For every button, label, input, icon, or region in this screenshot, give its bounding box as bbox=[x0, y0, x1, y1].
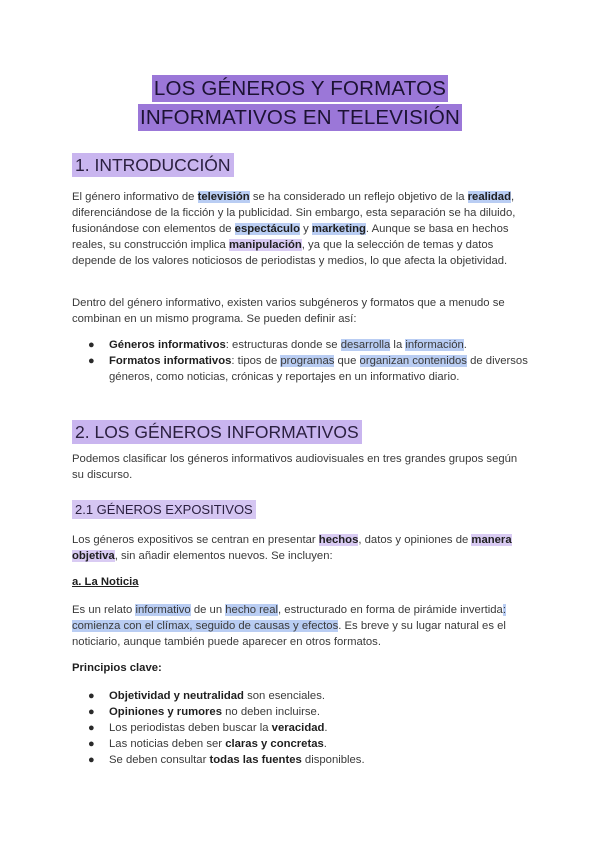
noticia-heading: a. La Noticia bbox=[72, 576, 139, 588]
list-item: ● Formatos informativos: tipos de programas que organizan contenidos de diversos géneros, como noticias, crónicas y reportajes en un informativo diario. bbox=[88, 355, 528, 383]
keyword-manera-objetiva: manera objetiva bbox=[72, 534, 512, 562]
list-item: ● Objetividad y neutralidad son esenciales. bbox=[88, 690, 325, 702]
bullet-icon: ● bbox=[88, 738, 95, 750]
list-item: ● Se deben consultar todas las fuentes disponibles. bbox=[88, 754, 365, 766]
bullet-icon: ● bbox=[88, 754, 95, 766]
section2-paragraph-1: Podemos clasificar los géneros informativos audiovisuales en tres grandes grupos según su discurso. bbox=[72, 453, 518, 481]
keyword-hechos: hechos bbox=[318, 534, 359, 546]
bullet-icon: ● bbox=[88, 706, 95, 718]
intro-paragraph-2: Dentro del género informativo, existen varios subgéneros y formatos que a menudo se combinan en un mismo programa. Se pueden definir así: bbox=[72, 297, 505, 325]
keyword-television: televisión bbox=[197, 191, 250, 203]
list-item: ● Las noticias deben ser claras y concretas. bbox=[88, 738, 327, 750]
keyword-realidad: realidad bbox=[467, 191, 511, 203]
keyword-espectaculo: espectáculo bbox=[234, 223, 300, 235]
title-line-2: INFORMATIVOS EN TELEVISIÓN bbox=[140, 106, 460, 129]
principles-list bbox=[72, 688, 532, 768]
title-line-1: LOS GÉNEROS Y FORMATOS bbox=[153, 77, 447, 100]
document-title bbox=[0, 74, 600, 132]
intro-bullet-list bbox=[72, 337, 532, 385]
bullet-icon: ● bbox=[88, 355, 95, 367]
noticia-paragraph: Es un relato informativo de un hecho real, estructurado en forma de pirámide invertida: comienza con el clímax, seguido de causas y efectos. Es breve y su lugar natural es el noticiario, aunque también puede aparecer en otros formatos. bbox=[72, 604, 506, 648]
keyword-marketing: marketing bbox=[311, 223, 366, 235]
section-heading-generos-informativos: 2. LOS GÉNEROS INFORMATIVOS bbox=[72, 420, 362, 444]
bullet-icon: ● bbox=[88, 690, 95, 702]
subsection-heading-expositivos: 2.1 GÉNEROS EXPOSITIVOS bbox=[72, 500, 256, 519]
list-item: ● Los periodistas deben buscar la veracidad. bbox=[88, 722, 328, 734]
list-item: ● Géneros informativos: estructuras donde se desarrolla la información. bbox=[88, 339, 467, 351]
expositivos-paragraph: Los géneros expositivos se centran en presentar hechos, datos y opiniones de manera objetiva, sin añadir elementos nuevos. Se incluyen: bbox=[72, 534, 512, 562]
list-item: ● Opiniones y rumores no deben incluirse. bbox=[88, 706, 320, 718]
intro-paragraph-1: El género informativo de televisión se ha considerado un reflejo objetivo de la realidad, diferenciándose de la ficción y la publicidad. Sin embargo, esta separación se ha diluido, fusionándose con elementos de espectáculo y marketing. Aunque se basa en hechos reales, su construcción implica manipulación, ya que la selección de temas y datos depende de los valores noticiosos de periodistas y medios, lo que afecta la objetividad. bbox=[72, 191, 516, 267]
bullet-icon: ● bbox=[88, 722, 95, 734]
keyword-manipulacion: manipulación bbox=[228, 239, 302, 251]
bullet-icon: ● bbox=[88, 339, 95, 351]
section-heading-introduccion: 1. INTRODUCCIÓN bbox=[72, 153, 234, 177]
principios-clave-label: Principios clave: bbox=[72, 662, 162, 674]
